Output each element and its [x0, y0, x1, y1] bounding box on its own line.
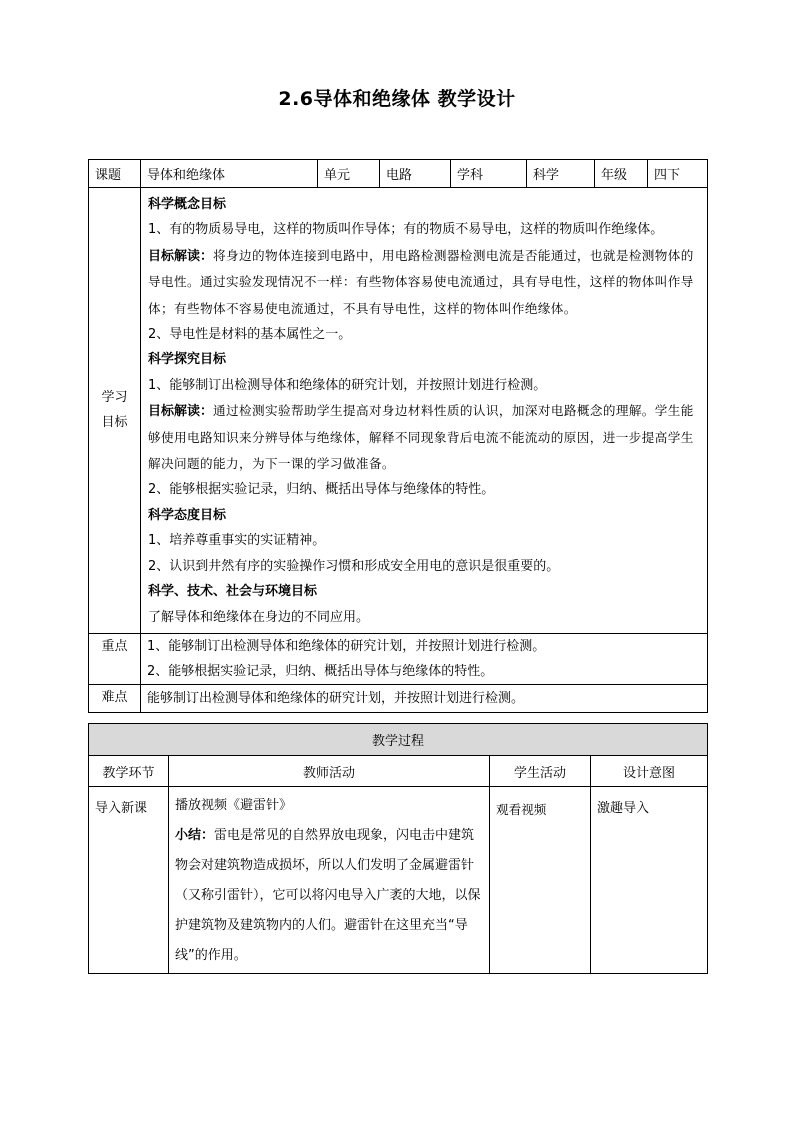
inquiry-goal-1: 1、能够制订出检测导体和绝缘体的研究计划，并按照计划进行检测。 — [148, 377, 547, 393]
col-stage: 教学环节 — [89, 756, 169, 787]
intro-teacher-activity — [169, 787, 490, 974]
intro-summary-text: 雷电是常见的自然界放电现象，闪电击中建筑物会对建筑物造成损坏，所以人们发明了金属避雷针（又称引雷针），它可以将闪电导入广袤的大地，以保护建筑物及建筑物内的人们。避雷针在这里充当“导线”的作用。 — [175, 828, 481, 963]
intro-teacher-line1: 播放视频《避雷针》 — [175, 798, 293, 813]
difficult-points-row — [89, 684, 708, 712]
lesson-info-table — [88, 159, 708, 713]
col-teacher: 教师活动 — [169, 756, 490, 787]
goals-label-line1: 学习 — [101, 390, 128, 406]
col-intent: 设计意图 — [591, 756, 708, 787]
process-heading-row — [89, 724, 708, 756]
document-title: 2.6导体和绝缘体 教学设计 — [278, 88, 516, 110]
subject-value: 科学 — [527, 160, 595, 188]
concept-heading: 科学概念目标 — [148, 197, 227, 212]
key-point-2: 2、能够根据实验记录，归纳、概括出导体与绝缘体的特性。 — [147, 663, 494, 679]
attitude-goal-1: 1、培养尊重事实的实证精神。 — [148, 533, 326, 549]
concept-interp-label: 目标解读： — [148, 248, 214, 264]
topic-value: 导体和绝缘体 — [141, 160, 318, 188]
inquiry-goal-2: 2、能够根据实验记录，归纳、概括出导体与绝缘体的特性。 — [148, 482, 495, 498]
unit-label: 单元 — [318, 160, 380, 188]
stse-goal-1: 了解导体和绝缘体在身边的不同应用。 — [148, 609, 370, 625]
subject-label: 学科 — [451, 160, 527, 188]
inquiry-heading: 科学探究目标 — [148, 352, 227, 368]
key-points-content — [141, 633, 708, 684]
difficult-points-label: 难点 — [89, 684, 141, 712]
intro-row — [89, 787, 708, 974]
teaching-process-table — [88, 723, 708, 974]
goals-label — [89, 188, 141, 634]
concept-goal-1: 1、有的物质易导电，这样的物质叫作导体；有的物质不易导电，这样的物质叫作绝缘体。 — [148, 222, 664, 238]
grade-value: 四下 — [648, 160, 708, 188]
col-student: 学生活动 — [490, 756, 591, 787]
concept-interp-text: 将身边的物体连接到电路中，用电路检测器检测电流是否能通过，也就是检测物体的导电性。通过实验发现情况不一样：有些物体容易使电流通过，具有导电性，这样的物体叫作导体；有些物体不容易使电流通过，不具有导电性，这样的物体叫作绝缘体。 — [148, 247, 694, 316]
goals-row — [89, 188, 708, 634]
unit-value: 电路 — [380, 160, 451, 188]
concept-interpretation — [148, 243, 701, 322]
topic-label: 课题 — [89, 160, 141, 188]
inquiry-interpretation — [148, 398, 701, 477]
process-heading: 教学过程 — [89, 724, 708, 756]
key-points-label: 重点 — [89, 633, 141, 684]
goals-content — [141, 188, 708, 634]
attitude-heading: 科学态度目标 — [148, 507, 227, 523]
inquiry-interp-label: 目标解读： — [148, 404, 214, 420]
key-points-row — [89, 633, 708, 684]
difficult-points-text: 能够制订出检测导体和绝缘体的研究计划，并按照计划进行检测。 — [141, 684, 708, 712]
process-column-headers — [89, 756, 708, 787]
inquiry-interp-text: 通过检测实验帮助学生提高对身边材料性质的认识，加深对电路概念的理解。学生能够使用电路知识来分辨导体与绝缘体，解释不同现象背后电流不能流动的原因，进一步提高学生解决问题的能力，为下一课的学习做准备。 — [148, 403, 694, 472]
intro-summary — [175, 821, 483, 971]
info-row — [89, 160, 708, 188]
intro-student-activity: 观看视频 — [490, 787, 591, 974]
intro-stage: 导入新课 — [89, 787, 169, 974]
grade-label: 年级 — [595, 160, 648, 188]
attitude-goal-2: 2、认识到井然有序的实验操作习惯和形成安全用电的意识是很重要的。 — [148, 558, 560, 574]
goals-label-line2: 目标 — [101, 415, 128, 431]
intro-summary-label: 小结： — [175, 828, 215, 843]
intro-design-intent: 激趣导入 — [591, 787, 708, 974]
key-point-1: 1、能够制订出检测导体和绝缘体的研究计划，并按照计划进行检测。 — [147, 638, 546, 654]
stse-heading: 科学、技术、社会与环境目标 — [148, 584, 318, 600]
concept-goal-2: 2、导电性是材料的基本属性之一。 — [148, 327, 352, 343]
